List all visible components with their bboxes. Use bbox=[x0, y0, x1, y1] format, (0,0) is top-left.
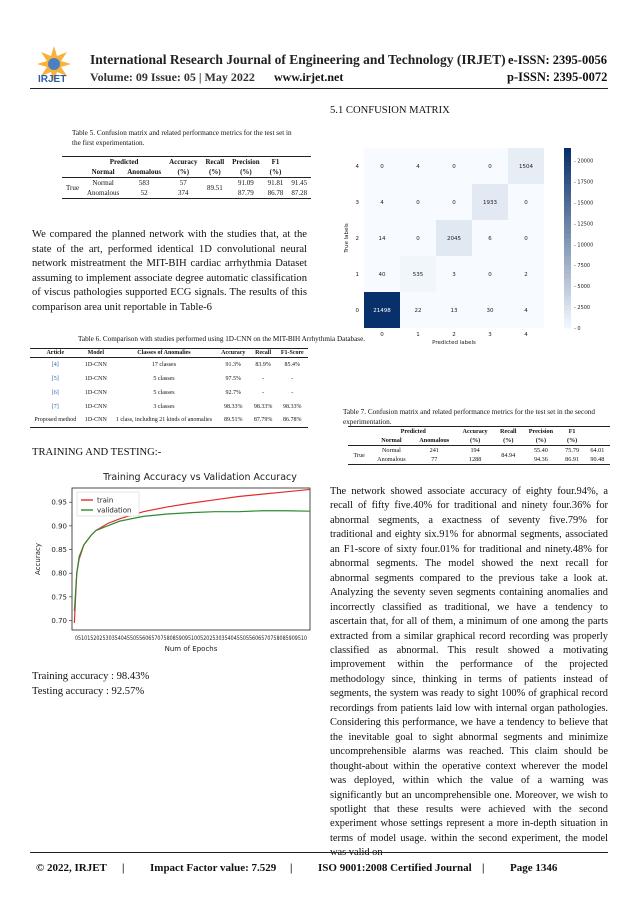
table5-caption: Table 5. Confusion matrix and related performance metrics for the test set in the first experimentation. bbox=[72, 129, 292, 147]
colorbar-segment bbox=[564, 220, 571, 225]
table5-subheader: Anomalous bbox=[127, 168, 162, 176]
colorbar-segment bbox=[564, 288, 571, 293]
table6-cell: 86.78% bbox=[283, 417, 302, 424]
table6-cell: 1D-CNN bbox=[84, 417, 107, 424]
training-accuracy: Training accuracy : 98.43% bbox=[32, 671, 150, 682]
colorbar-tick-label: - 20000 bbox=[574, 158, 594, 165]
colorbar-segment bbox=[564, 243, 571, 248]
x-tick-label: 1 bbox=[416, 332, 420, 338]
cell-value: 0 bbox=[452, 164, 456, 170]
table6-cell: - bbox=[262, 375, 265, 382]
table7-cell: 64.01 bbox=[590, 447, 605, 454]
cell-value: 2045 bbox=[447, 236, 461, 242]
table-row bbox=[348, 455, 610, 465]
table6-header: Accuracy bbox=[221, 350, 246, 356]
colorbar-segment bbox=[564, 202, 571, 207]
table6-header: Model bbox=[87, 350, 105, 356]
y-tick-label: 1 bbox=[355, 272, 359, 278]
table6-cell: 98.33% bbox=[283, 403, 302, 410]
table6-cell: 85.4% bbox=[284, 361, 301, 368]
table7-cell: 55.40 bbox=[533, 447, 548, 454]
table7-cell: Normal bbox=[381, 447, 401, 454]
colorbar-segment bbox=[564, 225, 571, 230]
x-axis-label: Num of Epochs bbox=[164, 645, 218, 653]
footer-page: Page 1346 bbox=[510, 862, 558, 874]
colorbar-segment bbox=[564, 207, 571, 212]
citation-link[interactable]: [7] bbox=[51, 403, 59, 410]
table7-subheader: Normal bbox=[381, 437, 402, 444]
table6-cell: 1D-CNN bbox=[84, 389, 107, 396]
table6-cell: 1 class, including 21 kinds of anomalies bbox=[115, 417, 213, 424]
x-tick-label: 4 bbox=[524, 332, 528, 338]
citation-link[interactable]: [4] bbox=[51, 361, 59, 368]
colorbar-segment bbox=[564, 310, 571, 315]
table6-caption: Table 6. Comparison with studies performed using 1D-CNN on the MIT-BIH Arrhythmia Database. bbox=[78, 335, 366, 343]
colorbar-tick-label: - 0 bbox=[574, 326, 581, 332]
table5-subheader: (%) bbox=[269, 168, 282, 176]
colorbar-segment bbox=[564, 180, 571, 185]
legend-label: validation bbox=[97, 506, 132, 515]
pissn: p-ISSN: 2395-0072 bbox=[507, 70, 608, 84]
colorbar-segment bbox=[564, 292, 571, 297]
training-heading: TRAINING AND TESTING:- bbox=[32, 447, 162, 458]
colorbar-segment bbox=[564, 157, 571, 162]
series-line-validation bbox=[74, 511, 310, 611]
table6-cell: 1D-CNN bbox=[84, 361, 107, 368]
table5-cell: 87.28 bbox=[291, 189, 308, 197]
eissn: e-ISSN: 2395-0056 bbox=[508, 53, 607, 67]
colorbar-segment bbox=[564, 283, 571, 288]
cell-value: 4 bbox=[380, 200, 384, 206]
colorbar-tick-label: - 15000 bbox=[574, 200, 594, 207]
y-tick-label: 4 bbox=[355, 164, 359, 170]
table6-cell: 5 classes bbox=[153, 375, 175, 382]
table-row bbox=[348, 446, 610, 456]
cell-value: 535 bbox=[412, 272, 424, 278]
table7-subheader: (%) bbox=[469, 437, 481, 444]
colorbar-segment bbox=[564, 324, 571, 329]
colorbar-segment bbox=[564, 175, 571, 180]
cell-value: 14 bbox=[378, 236, 386, 242]
legend-label: train bbox=[97, 496, 114, 505]
table6-cell: 97.5% bbox=[225, 375, 242, 382]
table5-subheader: (%) bbox=[208, 168, 221, 176]
cell-value: 0 bbox=[488, 164, 492, 170]
table5-subheader: (%) bbox=[177, 168, 190, 176]
table6 bbox=[30, 348, 308, 428]
colorbar-segment bbox=[564, 238, 571, 243]
table5-accuracy: 89.51 bbox=[206, 184, 223, 192]
cell-value: 2 bbox=[524, 272, 528, 278]
footer-separator: | bbox=[290, 862, 293, 874]
table5-cell: Anomalous bbox=[86, 189, 120, 197]
y-tick-label: 0.80 bbox=[51, 569, 67, 578]
colorbar-segment bbox=[564, 256, 571, 261]
table5-subheader: Normal bbox=[91, 168, 115, 176]
colorbar-segment bbox=[564, 297, 571, 302]
footer-separator: | bbox=[122, 862, 125, 874]
comparison-paragraph: We compared the planned network with the studies that, at the state of the art, performed identical 1D convolutional neural network mistreatment the MIT-BIH cardiac arrhythmia Dataset assuming to implement associate degree automatic classification of viscus pathologies supported ECG signals. The results of this comparison area unit reportable in Table-6 bbox=[32, 229, 307, 313]
table6-header: Recall bbox=[255, 350, 272, 356]
table7-header: Precision bbox=[528, 428, 554, 435]
y-axis-label: Accuracy bbox=[34, 543, 42, 575]
colorbar-segment bbox=[564, 301, 571, 306]
table5-cell: 91.09 bbox=[238, 179, 254, 187]
colorbar-tick-label: - 12500 bbox=[574, 221, 594, 228]
table5-cell: 583 bbox=[138, 179, 150, 187]
table6-cell: 1D-CNN bbox=[84, 375, 107, 382]
colorbar-segment bbox=[564, 319, 571, 324]
table6-cell: 83.9% bbox=[255, 361, 271, 368]
colorbar-segment bbox=[564, 306, 571, 311]
y-tick-label: 0.85 bbox=[51, 546, 67, 555]
footer-iso: ISO 9001:2008 Certified Journal bbox=[318, 862, 472, 874]
cell-value: 4 bbox=[416, 164, 420, 170]
table6-cell: 91.3% bbox=[225, 361, 242, 368]
colorbar-segment bbox=[564, 274, 571, 279]
cell-value: 0 bbox=[524, 236, 528, 242]
y-tick-label: 0.90 bbox=[51, 522, 67, 531]
citation-link[interactable]: [5] bbox=[51, 375, 59, 382]
colorbar-segment bbox=[564, 265, 571, 270]
table5-header: Precision bbox=[232, 158, 260, 166]
journal-title: International Research Journal of Engineering and Technology (IRJET) bbox=[90, 52, 506, 67]
table-row bbox=[62, 188, 311, 199]
table7-cell: 94.36 bbox=[533, 456, 548, 463]
table5 bbox=[62, 156, 311, 199]
confusion-matrix-heatmap bbox=[340, 140, 594, 380]
colorbar-segment bbox=[564, 279, 571, 284]
cell-value: 22 bbox=[414, 308, 422, 314]
table7-cell: 194 bbox=[470, 447, 480, 454]
table7-subheader: (%) bbox=[503, 437, 514, 444]
table5-cell: 91.81 bbox=[267, 179, 284, 187]
table6-cell: 92.7% bbox=[225, 389, 242, 396]
table7-cell: 77 bbox=[431, 456, 438, 463]
x-tick-labels: 0510152025303540455055606570758085909510052025303540455055606570758085909510 bbox=[75, 635, 308, 642]
y-tick-label: 0.95 bbox=[51, 498, 67, 507]
cell-value: 30 bbox=[486, 308, 494, 314]
x-tick-label: 3 bbox=[488, 332, 492, 338]
cell-value: 0 bbox=[416, 236, 420, 242]
confusion-matrix-heading: 5.1 CONFUSION MATRIX bbox=[330, 105, 450, 116]
table5-cell: 86.78 bbox=[267, 189, 284, 197]
table6-cell: Proposed method bbox=[34, 417, 77, 424]
y-tick-label: 2 bbox=[355, 236, 359, 242]
colorbar-tick-label: - 7500 bbox=[574, 263, 591, 270]
cell-value: 1933 bbox=[483, 200, 497, 206]
table6-cell: - bbox=[262, 389, 265, 396]
table7-subheader: (%) bbox=[535, 437, 547, 444]
footer-copyright: © 2022, IRJET bbox=[36, 862, 107, 874]
table-row bbox=[62, 178, 311, 189]
table6-cell: 87.79% bbox=[253, 417, 273, 424]
cell-value: 4 bbox=[524, 308, 528, 314]
colorbar-segment bbox=[564, 315, 571, 320]
table7-accuracy: 84.94 bbox=[501, 451, 516, 459]
colorbar-segment bbox=[564, 247, 571, 252]
table-row bbox=[30, 372, 308, 386]
table7-header: Accuracy bbox=[462, 428, 488, 435]
table5-cell: 87.79 bbox=[238, 189, 254, 197]
chart-title: Training Accuracy vs Validation Accuracy bbox=[103, 472, 297, 483]
colorbar-segment bbox=[564, 153, 571, 158]
cell-value: 0 bbox=[524, 200, 528, 206]
table6-header: Classes of Anomalies bbox=[137, 350, 191, 356]
table6-cell: 1D-CNN bbox=[84, 403, 107, 410]
journal-website[interactable]: www.irjet.net bbox=[274, 70, 344, 84]
table5-cell: Normal bbox=[92, 179, 114, 187]
colorbar-segment bbox=[564, 189, 571, 194]
y-axis-label: True labels bbox=[344, 223, 350, 253]
y-tick-label: 0.70 bbox=[51, 617, 67, 626]
colorbar-segment bbox=[564, 162, 571, 167]
colorbar-segment bbox=[564, 234, 571, 239]
cell-value: 0 bbox=[452, 200, 456, 206]
colorbar-tick-label: - 5000 bbox=[574, 284, 591, 291]
table5-header: Recall bbox=[205, 158, 225, 166]
footer-rule bbox=[30, 852, 608, 853]
table5-cell: 91.45 bbox=[291, 179, 308, 187]
table-row bbox=[30, 400, 308, 414]
citation-link[interactable]: [6] bbox=[51, 389, 59, 396]
table7-cell: Anomalous bbox=[377, 456, 406, 463]
colorbar-segment bbox=[564, 166, 571, 171]
table7-subheader: (%) bbox=[566, 437, 578, 444]
table-row bbox=[30, 358, 308, 372]
testing-accuracy: Testing accuracy : 92.57% bbox=[32, 686, 145, 697]
cell-value: 6 bbox=[488, 236, 492, 242]
cell-value: 0 bbox=[488, 272, 492, 278]
colorbar-segment bbox=[564, 211, 571, 216]
table7-header: F1 bbox=[568, 428, 576, 435]
x-tick-label: 0 bbox=[380, 332, 384, 338]
colorbar-tick-label: - 10000 bbox=[574, 242, 594, 249]
table7 bbox=[348, 426, 610, 465]
cell-value: 0 bbox=[416, 200, 420, 206]
table6-cell: - bbox=[291, 389, 294, 396]
cell-value: 40 bbox=[378, 272, 386, 278]
table7-cell: 90.48 bbox=[590, 456, 605, 463]
colorbar-segment bbox=[564, 148, 571, 153]
table-row bbox=[30, 414, 308, 428]
footer-separator: | bbox=[482, 862, 485, 874]
y-tick-label: 0 bbox=[355, 308, 359, 314]
results-paragraph: The network showed associate accuracy of eighty four.94%, a recall of fifty five.40% for traditional and ninety four.36% for abnormal segments, a exactness of seventy five.79% for traditional and eighty six.91% for abnormal segments, associated an F1-score of sixty four.01% for traditional and ninety.48% for abnormal segments. The model showed the next recall for abnormal segments compared to the previous take a look at. Analyzing the seventy seven segments containing anomalies and incorrectly classified as traditional, we have a tendency to ascertain that, for all of them, a minimum of one among the parts extracted from a similar graphical record recording was properly classified as abnormal. This result showed a motivating improvement within the performance of the projected methodology since, thinking in terms of patients instead of segments, the system was ready to sight 100% of graphical record recordings from patients laid low with internal organ pathologies. Considering this performance, we have a tendency to believe that the inevitable goal to sight abnormal segments and minimize uncomprehensible alarms was reached. This claim should be thought-about within the operative context wherever the model was deployed, within which the value of a warning was significantly but an uncomprehensible one. Moreover, we wish to spotlight that these results were achieved with the second experiment whose settings represent a more in-depth situation in terms of model usage. within the second experiment, the model bbox=[330, 486, 608, 844]
colorbar-segment bbox=[564, 184, 571, 189]
table6-header: F1-Score bbox=[280, 350, 304, 356]
table5-true-label: True bbox=[66, 184, 79, 192]
header-rule bbox=[30, 88, 608, 89]
table5-header: Accuracy bbox=[169, 158, 198, 166]
table5-header: F1 bbox=[271, 158, 280, 166]
cell-value: 13 bbox=[450, 308, 458, 314]
colorbar-tick-label: - 17500 bbox=[574, 179, 594, 186]
table5-cell: 374 bbox=[178, 189, 189, 197]
table7-cell: 75.79 bbox=[565, 447, 580, 454]
cell-value: 0 bbox=[380, 164, 384, 170]
table7-caption: Table 7. Confusion matrix and related performance metrics for the test set in the second experimentation. bbox=[343, 408, 595, 426]
y-tick-label: 3 bbox=[355, 200, 359, 206]
colorbar-segment bbox=[564, 229, 571, 234]
table6-cell: 98.33% bbox=[224, 403, 243, 410]
cell-value: 1504 bbox=[519, 164, 533, 170]
table6-cell: 3 classes bbox=[153, 403, 175, 410]
logo-text: IRJET bbox=[38, 74, 67, 85]
table5-header: Predicted bbox=[109, 158, 139, 166]
volume-issue: Volume: 09 Issue: 05 | May 2022 bbox=[90, 70, 255, 84]
table6-cell: 5 classes bbox=[153, 389, 175, 396]
colorbar-segment bbox=[564, 261, 571, 266]
colorbar-segment bbox=[564, 171, 571, 176]
table6-cell: 89.51% bbox=[224, 417, 243, 424]
cell-value: 21498 bbox=[373, 308, 391, 314]
table5-cell: 52 bbox=[140, 189, 148, 197]
table7-header: Recall bbox=[499, 428, 517, 435]
accuracy-chart bbox=[30, 466, 320, 662]
table7-cell: 86.91 bbox=[565, 456, 580, 463]
table5-cell: 57 bbox=[179, 179, 187, 187]
table6-cell: - bbox=[291, 375, 294, 382]
colorbar-segment bbox=[564, 198, 571, 203]
table6-cell: 17 classes bbox=[151, 361, 177, 368]
x-tick-label: 2 bbox=[452, 332, 456, 338]
colorbar-segment bbox=[564, 252, 571, 257]
table7-cell: 241 bbox=[429, 447, 439, 454]
table7-true-label: True bbox=[353, 451, 365, 459]
colorbar-segment bbox=[564, 193, 571, 198]
colorbar-segment bbox=[564, 270, 571, 275]
table7-cell: 1288 bbox=[468, 456, 482, 463]
table-row bbox=[30, 386, 308, 400]
table6-header: Article bbox=[46, 350, 65, 356]
x-axis-label: Predicted labels bbox=[432, 340, 476, 346]
footer-impact-factor: Impact Factor value: 7.529 bbox=[150, 862, 277, 874]
table6-cell: 98.33% bbox=[253, 403, 273, 410]
table7-subheader: Anomalous bbox=[419, 437, 450, 444]
table7-header: Predicted bbox=[400, 428, 426, 435]
cell-value: 3 bbox=[452, 272, 456, 278]
colorbar-tick-label: - 2500 bbox=[574, 305, 591, 312]
table5-subheader: (%) bbox=[240, 168, 252, 176]
colorbar-segment bbox=[564, 216, 571, 221]
y-tick-label: 0.75 bbox=[51, 593, 67, 602]
